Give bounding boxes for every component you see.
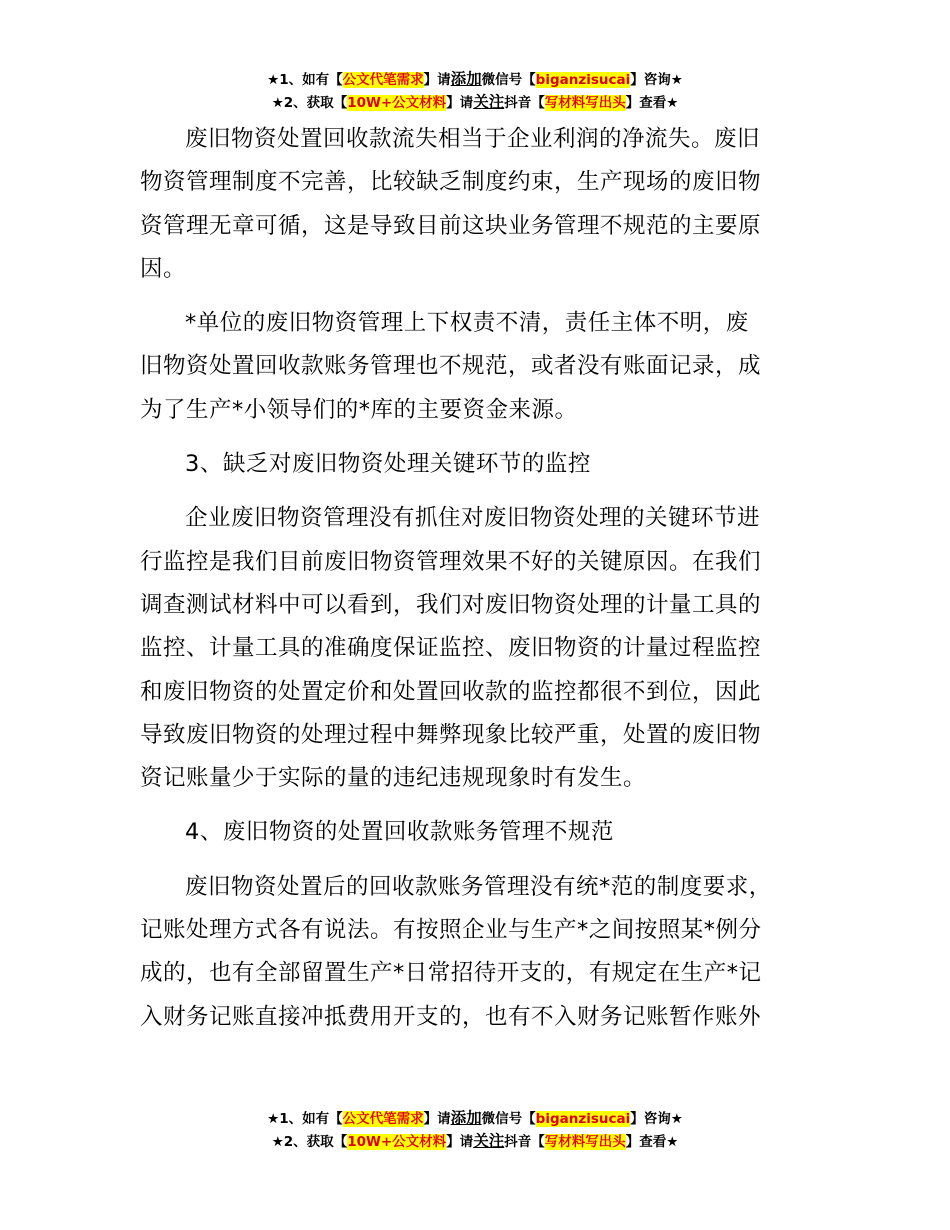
banner-line-1: ★1、如有【公文代笔需求】请添加微信号【biganzisucai】咨询★ <box>267 70 683 88</box>
paragraph-4: 废旧物资处置后的回收款账务管理没有统*范的制度要求， 记账处理方式各有说法。有按照企业与生产*之间按照某*例分 成的，也有全部留置生产*日常招待开支的，有规定在生产*记 入财务记账直接冲抵费用开支的，也有不入财务记账暂作账外 <box>140 873 772 1030</box>
section-heading-4: 4、废旧物资的处置回收款账务管理不规范 <box>185 819 614 846</box>
paragraph-3: 企业废旧物资管理没有抓住对废旧物资处理的关键环节进 行监控是我们目前废旧物资管理效果不好的关键原因。在我们 调查测试材料中可以看到，我们对废旧物资处理的计量工具的 监控、计量工具的准确度保证监控、废旧物资的计量过程监控 和废旧物资的处置定价和处置回收款的监控都很不到位，因此 导致废旧物资的处理过程中舞弊现象比较严重，处置的废旧物 资记账量少于实际的量的违纪违规现象时有发生。 <box>140 505 762 792</box>
banner-line-2: ★2、获取【10W+公文材料】请关注抖音【写材料写出头】查看★ <box>271 93 679 111</box>
highlight-ghostwriting: 公文代笔需求 <box>342 1111 424 1127</box>
header-banner <box>0 68 950 114</box>
footer-banner <box>0 1107 950 1153</box>
highlight-wechat-id: biganzisucai <box>535 1111 631 1127</box>
paragraph-1: 废旧物资处置回收款流失相当于企业利润的净流失。废旧 物资管理制度不完善，比较缺乏制度约束，生产现场的废旧物 资管理无章可循，这是导致目前这块业务管理不规范的主要原 因。 <box>140 126 762 282</box>
section-heading-3: 3、缺乏对废旧物资处理关键环节的监控 <box>185 451 591 478</box>
highlight-douyin: 写材料写出头 <box>544 1134 626 1150</box>
banner-line-2: ★2、获取【10W+公文材料】请关注抖音【写材料写出头】查看★ <box>271 1132 679 1150</box>
highlight-wechat-id: biganzisucai <box>535 72 631 88</box>
highlight-materials: 10W+公文材料 <box>347 1134 447 1150</box>
document-body <box>140 118 840 1050</box>
banner-line-1: ★1、如有【公文代笔需求】请添加微信号【biganzisucai】咨询★ <box>267 1109 683 1127</box>
highlight-douyin: 写材料写出头 <box>544 95 626 111</box>
paragraph-2: *单位的废旧物资管理上下权责不清，责任主体不明，废 旧物资处置回收款账务管理也不规范，或者没有账面记录，成 为了生产*小领导们的*库的主要资金来源。 <box>140 310 762 423</box>
highlight-materials: 10W+公文材料 <box>347 95 447 111</box>
highlight-ghostwriting: 公文代笔需求 <box>342 72 424 88</box>
